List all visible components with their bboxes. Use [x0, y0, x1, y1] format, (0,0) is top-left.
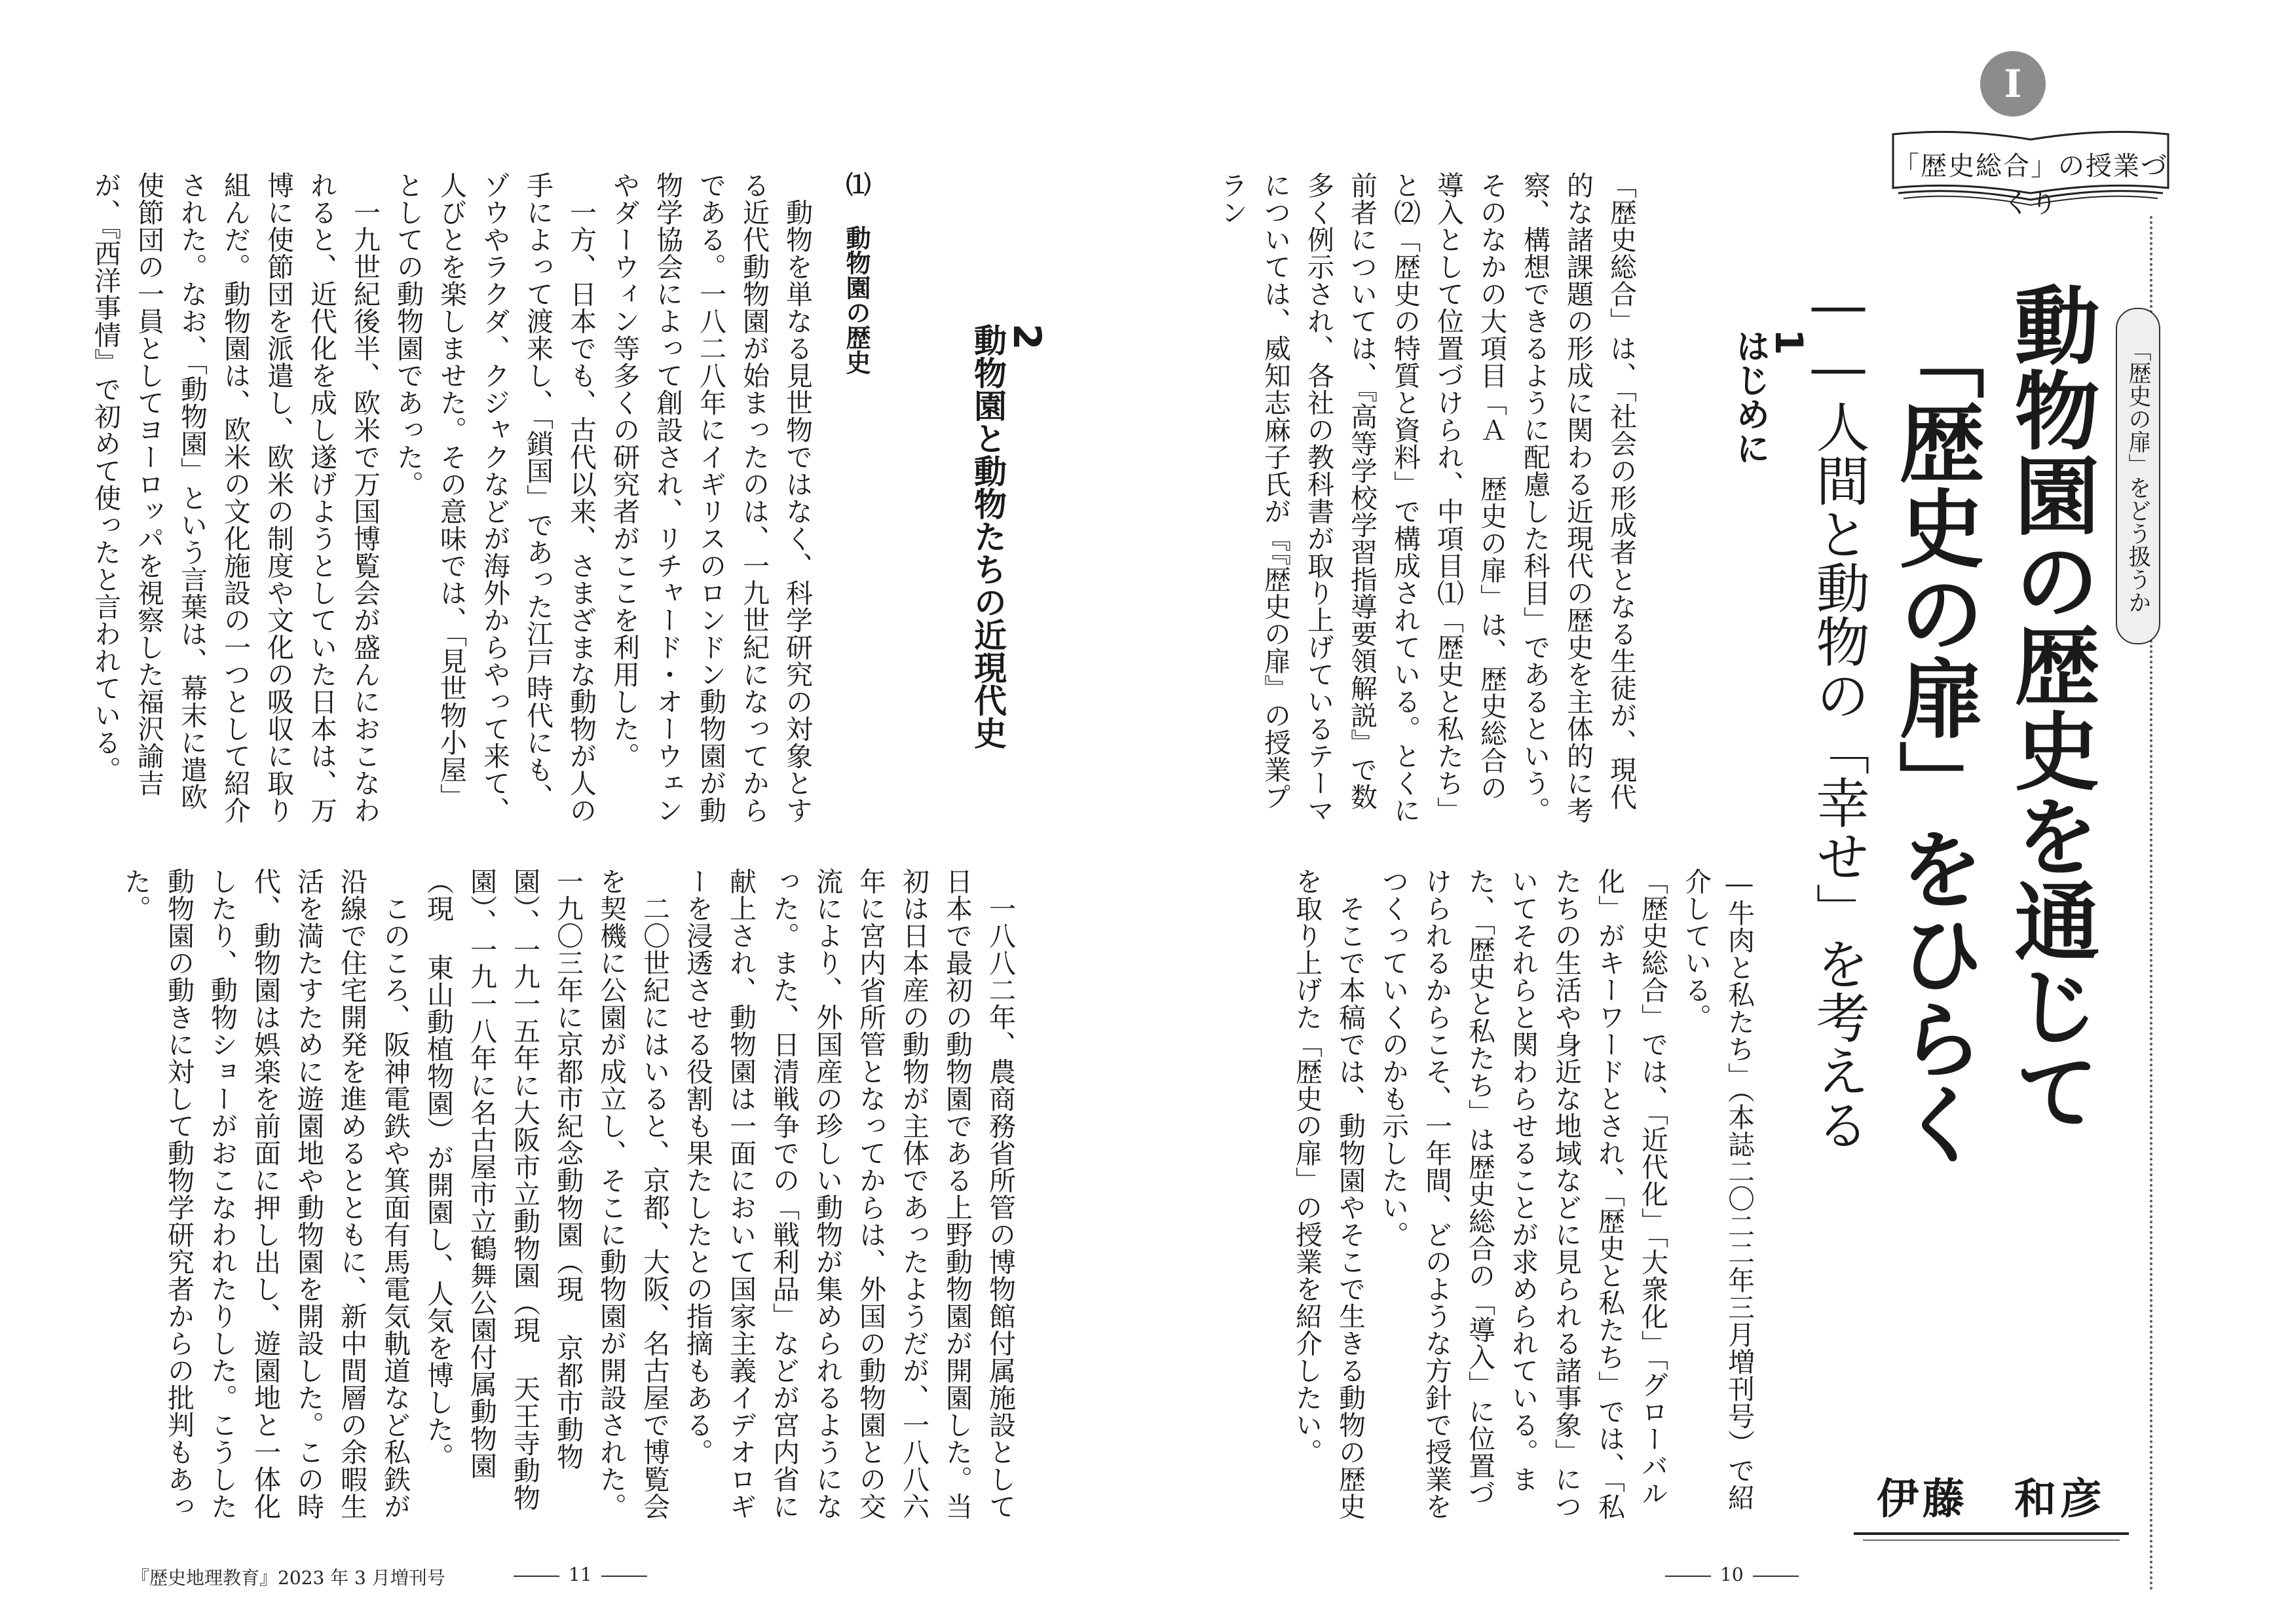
- subsection-heading: ⑴ 動物園の歴史: [842, 172, 871, 375]
- journal-name: 『歴史地理教育』2023 年 3 月増刊号: [131, 1567, 445, 1589]
- section-1-title: はじめに: [1730, 329, 1769, 465]
- section-1-lower-text: ―牛肉と私たち」（本誌二〇二二年三月増刊号）で紹介している。 「歴史総合」では、「近代化」「大衆化」「グローバル化」がキーワードとされ、「歴史と私たち」では、「私たちの生活や身近な地域などに見られる諸事象」についてそれらと関わらせることが求められている。また、「歴史と私たち」は歴史総合の「導入」に位置づけられるからこそ、一年間、どのような方針で授業をつくっていくのかも示したい。 そこで本稿では、動物園やそこで生きる動物の歴史を取り上げた「歴史の扉」の授業を紹介したい。: [1291, 868, 1755, 1521]
- left-page-number: [504, 1564, 656, 1585]
- left-page-number-value: 11: [569, 1564, 592, 1585]
- series-banner-title: 「歴史総合」の授業づくり: [1893, 151, 2168, 219]
- part-number-badge: I: [1980, 51, 2046, 117]
- article-subtitle: ――人間と動物の「幸せ」を考える: [1807, 275, 1869, 1151]
- section-2-number: 2: [1005, 323, 1049, 350]
- section-2-title: 動物園と動物たちの近現代史: [969, 323, 1007, 749]
- article-title-line2: 「歴史の扉」をひらく: [1885, 314, 1985, 1166]
- series-label-pill: 「歴史の扉」をどう扱うか: [2116, 308, 2160, 644]
- section-1-number: 1: [1767, 329, 1811, 356]
- section-1-upper-text: 「歴史総合」は、「社会の形成者となる生徒が、現代的な諸課題の形成に関わる近現代の歴史を主体的に考察、構想できるように配慮した科目」であるという。そのなかの大項目「Ａ 歴史の扉」は、歴史総合の導入として位置づけられ、中項目⑴「歴史と私たち」と⑵「歴史の特質と資料」で構成されている。とくに前者については、『高等学校学習指導要領解説』で数多く例示され、各社の教科書が取り上げているテーマについては、威知志麻子氏が『『歴史の扉』の授業プラン: [1216, 172, 1637, 824]
- right-page-number-value: 10: [1720, 1564, 1744, 1585]
- right-page-number: [1656, 1564, 1808, 1585]
- section-2-heading: [929, 172, 1086, 749]
- author-name: 伊藤 和彦: [1877, 1475, 2106, 1524]
- right-page: [1145, 0, 2290, 1624]
- section-2-upper-text: 動物を単なる見世物ではなく、科学研究の対象とする近代動物園が始まったのは、一九世紀になってからである。一八二八年にイギリスのロンドン動物園が動物学協会によって創設され、リチャード・オーウェンやダーウィン等多くの研究者がここを利用した。 一方、日本でも、古代以来、さまざまな動物が人の手によって渡来し、「鎖国」であった江戸時代にも、ゾウやラクダ、クジャクなどが海外からやって来て、人びとを楽しませた。その意味では、「見世物小屋」としての動物園であった。 一九世紀後半、欧米で万国博覧会が盛んにおこなわれると、近代化を成し遂げようとしていた日本は、万博に使節団を派遣し、欧米の制度や文化の吸収に取り組んだ。動物園は、欧米の文化施設の一つとして紹介された。なお、「動物園」という言葉は、幕末に遣欧使節団の一員としてヨーロッパを視察した福沢諭吉が、『西洋事情』で初めて使ったと言われている。: [90, 172, 813, 824]
- section-2-lower-text: 一八八二年、農商務省所管の博物館付属施設として日本で最初の動物園である上野動物園が開園した。当初は日本産の動物が主体であったようだが、一八八六年に宮内省所管となってからは、外国の動物園との交流により、外国産の珍しい動物が集められるようになった。また、日清戦争での「戦利品」などが宮内省に献上され、動物園は一面において国家主義イデオロギーを浸透させる役割も果たしたとの指摘もある。 二〇世紀にはいると、京都、大阪、名古屋で博覧会を契機に公園が成立し、そこに動物園が開設された。一九〇三年に京都市紀念動物園（現 京都市動物園）、一九一五年に大阪市立動物園（現 天王寺動物園）、一九一八年に名古屋市立鶴舞公園付属動物園（現 東山動植物園）が開園し、人気を博した。 このころ、阪神電鉄や箕面有馬電気軌道など私鉄が沿線で住宅開発を進めるとともに、新中間層の余暇生活を満たすために遊園地や動物園を開設した。この時代、動物園は娯楽を前面に押し出し、遊園地と一体化したり、動物ショーがおこなわれたりした。こうした動物園の動きに対して動物学研究者からの批判もあった。: [120, 868, 1016, 1520]
- article-title-line1: 動物園の歴史を通じて: [2000, 282, 2100, 1133]
